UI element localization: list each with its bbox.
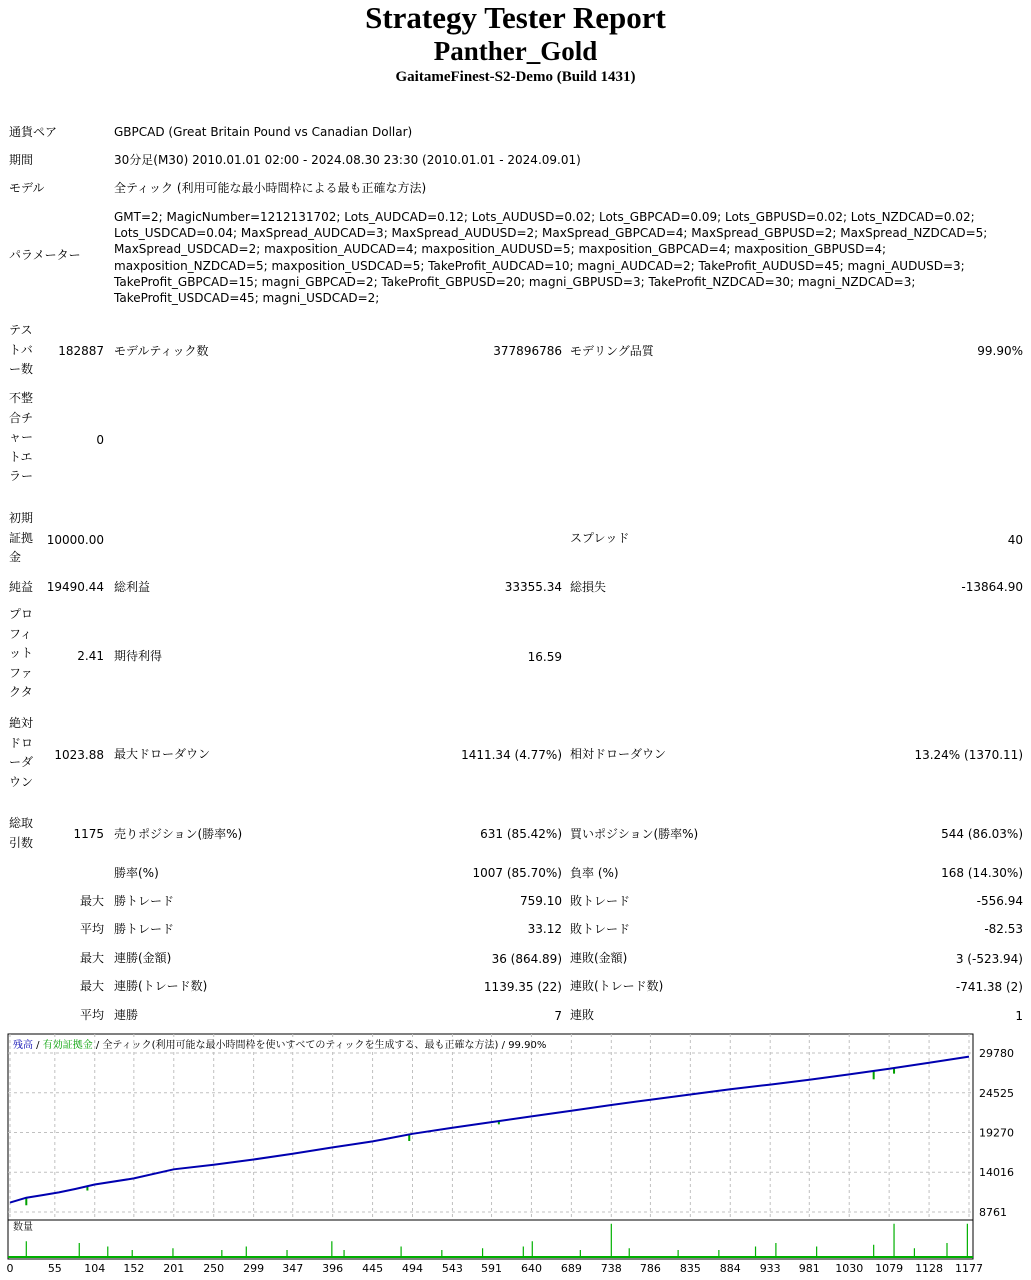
avg-consec-win-label: 連勝 <box>114 1008 139 1022</box>
largest-win-value: 759.10 <box>520 894 562 908</box>
max-consec-win-trades-value: 1139.35 (22) <box>483 980 562 994</box>
avg-consec-row-label: 平均 <box>79 1008 104 1022</box>
net-label: 純益 <box>9 580 34 594</box>
largest-loss-value: -556.94 <box>976 894 1023 908</box>
avg-loss-value: -82.53 <box>984 922 1023 936</box>
report-title: Strategy Tester Report <box>365 0 666 35</box>
max-consec-trades-row-label: 最大 <box>79 979 104 993</box>
y-tick-label: 29780 <box>979 1047 1014 1060</box>
params-label: パラメーター <box>9 248 81 262</box>
max-consec-loss-money-label: 連敗(金額) <box>570 951 628 965</box>
max-consec-money-row-label: 最大 <box>79 951 104 965</box>
abs-dd-value: 1023.88 <box>54 748 104 762</box>
mismatch-value: 0 <box>96 433 104 447</box>
trades-label: 総取引数 <box>9 816 34 850</box>
x-tick-label: 396 <box>322 1262 344 1275</box>
params-line: maxposition_NZDCAD=5; maxposition_USDCAD=5; TakeProfit_AUDCAD=10; magni_AUDCAD=2; TakeProfit_AUDUSD=45; magni_AUDUSD=3; <box>114 258 965 273</box>
avg-loss-label: 敗トレード <box>570 922 631 936</box>
x-tick-label: 347 <box>282 1262 304 1275</box>
x-tick-label: 1030 <box>835 1262 864 1275</box>
x-tick-label: 0 <box>6 1262 14 1275</box>
max-dd-label: 最大ドローダウン <box>114 747 211 761</box>
x-tick-label: 786 <box>639 1262 661 1275</box>
params-line: MaxSpread_USDCAD=2; maxposition_AUDCAD=4; maxposition_AUDUSD=5; maxposition_GBPCAD=4; maxposition_GBPUSD=4; <box>114 242 887 257</box>
x-tick-label: 591 <box>481 1262 503 1275</box>
y-tick-label: 8761 <box>979 1206 1007 1219</box>
x-tick-label: 884 <box>719 1262 741 1275</box>
pair-label: 通貨ペア <box>9 125 58 139</box>
x-tick-label: 1128 <box>915 1262 944 1275</box>
x-tick-label: 640 <box>520 1262 542 1275</box>
x-tick-label: 689 <box>560 1262 582 1275</box>
legend-equity: 有効証拠金 <box>42 1040 93 1051</box>
x-tick-label: 981 <box>798 1262 820 1275</box>
win-rate-value: 1007 (85.70%) <box>472 866 562 880</box>
deposit-value: 10000.00 <box>46 533 104 547</box>
server-build: GaitameFinest-S2-Demo (Build 1431) <box>395 69 636 85</box>
long-label: 買いポジション(勝率%) <box>570 827 699 841</box>
ticks-label: モデルティック数 <box>114 344 209 358</box>
balance-chart <box>8 1034 1023 1276</box>
x-tick-label: 250 <box>203 1262 225 1275</box>
net-value: 19490.44 <box>46 580 104 594</box>
pf-label: プロフィットファクタ <box>9 607 34 700</box>
avg-consec-loss-label: 連敗 <box>570 1008 595 1022</box>
x-tick-label: 1177 <box>955 1262 983 1275</box>
x-tick-label: 55 <box>47 1262 62 1275</box>
x-tick-label: 738 <box>600 1262 622 1275</box>
gross-profit-value: 33355.34 <box>504 580 562 594</box>
avg-win-label: 勝トレード <box>114 922 175 936</box>
trades-value: 1175 <box>73 827 104 841</box>
y-tick-label: 19270 <box>979 1126 1014 1140</box>
quality-label: モデリング品質 <box>570 344 654 358</box>
params-line: TakeProfit_GBPCAD=15; magni_GBPCAD=2; TakeProfit_GBPUSD=20; magni_GBPUSD=3; TakeProfit_NZDCAD=30; magni_NZDCAD=3; <box>114 274 916 289</box>
y-tick-labels <box>979 1047 1014 1219</box>
period-value: 30分足(M30) 2010.01.01 02:00 - 2024.08.30 23:30 (2010.01.01 - 2024.09.01) <box>114 153 581 167</box>
params-line: Lots_USDCAD=0.04; MaxSpread_AUDCAD=3; MaxSpread_AUDUSD=2; MaxSpread_GBPCAD=4; MaxSpread_GBPUSD=2; MaxSpread_NZDCAD=5; <box>114 226 988 241</box>
gross-profit-label: 総利益 <box>114 580 151 594</box>
avg-consec-win-value: 7 <box>554 1009 562 1023</box>
max-consec-loss-trades-label: 連敗(トレード数) <box>570 979 664 993</box>
legend-balance: 残高 <box>13 1040 33 1051</box>
x-tick-label: 494 <box>402 1262 424 1275</box>
x-tick-label: 104 <box>84 1262 106 1275</box>
legend-description: / 全ティック(利用可能な最小時間枠を使いすべてのティックを生成する、最も正確な方法) / 99.90% <box>92 1040 547 1051</box>
legend-separator: / <box>33 1040 43 1051</box>
rel-dd-value: 13.24% (1370.11) <box>914 748 1023 762</box>
x-tick-label: 299 <box>243 1262 265 1275</box>
model-label: モデル <box>9 181 45 195</box>
spread-label: スプレッド <box>570 531 630 545</box>
loss-rate-label: 負率 (%) <box>570 866 619 880</box>
y-tick-label: 24525 <box>979 1086 1014 1100</box>
max-consec-loss-money-value: 3 (-523.94) <box>955 952 1023 966</box>
balance-chart-svg <box>8 1034 1023 1276</box>
x-tick-label: 1079 <box>875 1262 904 1275</box>
expected-label: 期待利得 <box>114 649 163 663</box>
pair-value: GBPCAD (Great Britain Pound vs Canadian Dollar) <box>114 125 413 139</box>
short-value: 631 (85.42%) <box>480 827 562 841</box>
y-tick-label: 14016 <box>979 1166 1014 1180</box>
win-rate-label: 勝率(%) <box>114 866 159 880</box>
expected-value: 16.59 <box>527 650 562 664</box>
bars-label: テストバー数 <box>9 323 34 377</box>
spread-value: 40 <box>1007 533 1023 547</box>
rel-dd-label: 相対ドローダウン <box>570 747 667 761</box>
x-tick-label: 933 <box>759 1262 781 1275</box>
model-value: 全ティック (利用可能な最小時間枠による最も正確な方法) <box>114 181 427 195</box>
x-tick-label: 543 <box>441 1262 463 1275</box>
max-consec-win-money-label: 連勝(金額) <box>114 951 172 965</box>
params-line: GMT=2; MagicNumber=1212131702; Lots_AUDCAD=0.12; Lots_AUDUSD=0.02; Lots_GBPCAD=0.09; Lots_GBPUSD=0.02; Lots_NZDCAD=0.02; <box>114 210 975 224</box>
mismatch-label: 不整合チャートエラー <box>9 391 34 484</box>
max-consec-win-money-value: 36 (864.89) <box>491 952 562 966</box>
loss-rate-value: 168 (14.30%) <box>941 866 1023 880</box>
deposit-label: 初期証拠金 <box>9 511 34 565</box>
period-label: 期間 <box>9 153 34 167</box>
ea-name: Panther_Gold <box>433 36 598 66</box>
params-value <box>114 209 994 306</box>
x-tick-label: 152 <box>123 1262 145 1275</box>
max-dd-value: 1411.34 (4.77%) <box>461 748 562 762</box>
ticks-value: 377896786 <box>493 344 562 358</box>
long-value: 544 (86.03%) <box>941 827 1023 841</box>
average-row-label: 平均 <box>79 922 104 936</box>
x-tick-label: 835 <box>679 1262 701 1275</box>
chart-legend <box>13 1038 546 1051</box>
bars-value: 182887 <box>58 344 104 358</box>
largest-loss-label: 敗トレード <box>570 894 631 908</box>
gross-loss-label: 総損失 <box>570 580 607 594</box>
x-tick-labels <box>7 1262 984 1275</box>
gross-loss-value: -13864.90 <box>961 580 1023 594</box>
avg-consec-loss-value: 1 <box>1015 1009 1023 1023</box>
main-plot-frame <box>8 1034 973 1220</box>
x-tick-label: 445 <box>362 1262 384 1275</box>
volume-plot-frame <box>8 1220 973 1259</box>
volume-label: 数量 <box>13 1222 33 1233</box>
largest-row-label: 最大 <box>79 894 104 908</box>
short-label: 売りポジション(勝率%) <box>114 827 243 841</box>
params-line: TakeProfit_USDCAD=45; magni_USDCAD=2; <box>114 291 380 306</box>
abs-dd-label: 絶対ドローダウン <box>9 716 34 789</box>
pf-value: 2.41 <box>77 649 104 663</box>
quality-value: 99.90% <box>977 344 1023 358</box>
max-consec-loss-trades-value: -741.38 (2) <box>955 980 1023 994</box>
max-consec-win-trades-label: 連勝(トレード数) <box>114 979 208 993</box>
x-tick-label: 201 <box>163 1262 185 1275</box>
avg-win-value: 33.12 <box>527 922 562 936</box>
largest-win-label: 勝トレード <box>114 894 175 908</box>
